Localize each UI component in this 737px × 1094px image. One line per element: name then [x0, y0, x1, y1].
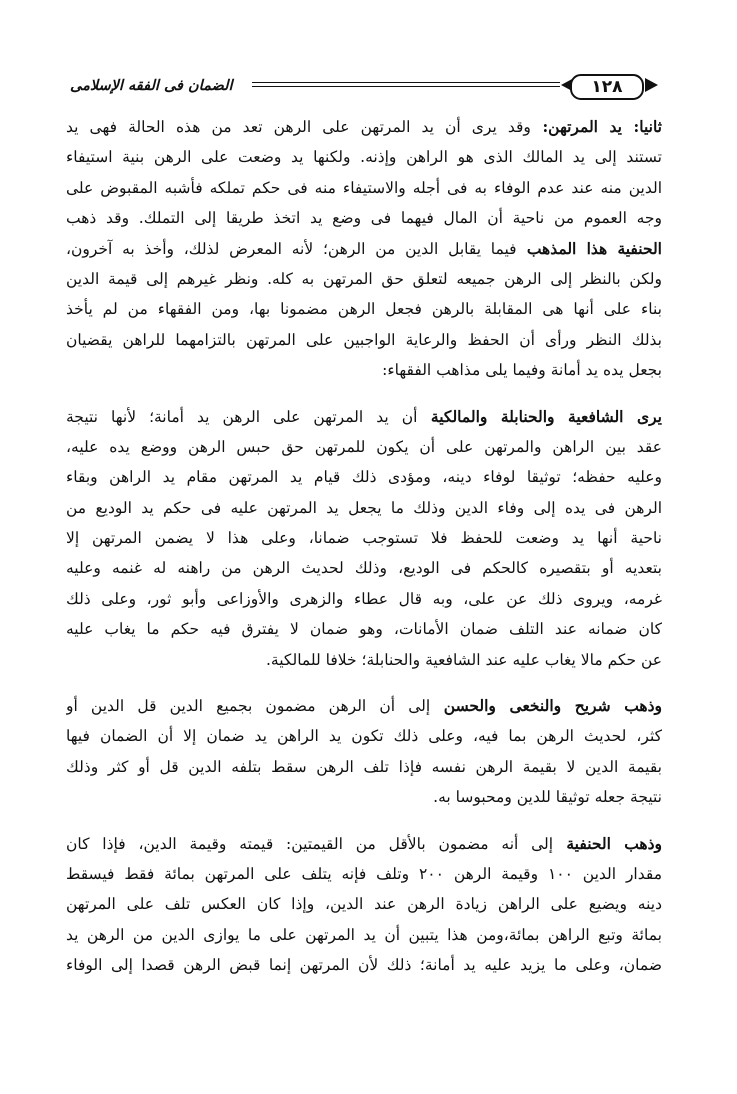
page-number: ١٢٨ [591, 77, 623, 97]
text-run: ناحية أنها يد وضعت للحفظ فلا تستوجب ضمانا، وعلى هذا لا يضمن المرتهن إلا [66, 529, 662, 548]
text-line [66, 859, 662, 889]
text-line [66, 234, 662, 264]
text-line [66, 553, 662, 583]
text-line [66, 721, 662, 751]
text-run: فيما يقابل الدين من الرهن؛ لأنه المعرض لذلك، وأخذ به آخرون، [66, 239, 517, 258]
text-run: بقيمة الدين لا بقيمة الرهن نفسه فإذا تلف الرهن سقط بتلفه الدين قل أو كثر وذلك [66, 757, 662, 776]
text-run: ولكن بالنظر إلى الرهن جميعه لتعلق حق المرتهن به كله. ونظر غيرهم إلى قيمة الدين [66, 269, 662, 288]
text-run: وقد يرى أن يد المرتهن على الرهن تعد من هذه الحالة فهى يد [66, 118, 531, 136]
bold-run: الحنفية هذا المذهب [516, 238, 662, 258]
text-run: الدين منه عند عدم الوفاء به فى أجله والاستيفاء منه فى حكم تملكه فأشبه المقبوض على [66, 178, 662, 197]
bold-run: ثانيا: يد المرتهن: [530, 117, 662, 136]
text-line [66, 493, 662, 523]
text-line [66, 920, 662, 950]
text-run: نتيجة جعله توثيقا للدين ومحبوسا به. [433, 788, 662, 807]
bold-run: وذهب الحنفية [553, 833, 662, 853]
page-number-badge [570, 74, 644, 100]
text-line [66, 645, 662, 675]
text-run: وجه العموم من ناحية أن المال فيهما فى وضع يد اتخذ طريقا إلى التملك. وقد ذهب [66, 209, 662, 228]
text-run: بناء على أنها هى المقابلة بالرهن فجعل الرهن مضمونا بها، ومن الفقهاء من لم يأخذ [66, 300, 662, 319]
text-line [66, 142, 662, 172]
paragraph [66, 829, 662, 981]
page-badge-right-arrow-icon [645, 78, 658, 92]
text-line [66, 614, 662, 644]
text-run: بمائة وتبع الراهن بمائة،ومن هذا يتبين أن يد المرتهن على ما يوازى الدين من الرهن يد [66, 925, 662, 944]
text-line [66, 782, 662, 812]
text-run: بجعل يده يد أمانة وفيما يلى مذاهب الفقهاء: [382, 361, 662, 380]
text-run: مقدار الدين ١٠٠ وقيمة الرهن ٢٠٠ وتلف فإنه يتلف على المرتهن بمائة فقط فيسقط [66, 864, 662, 883]
text-run: وعليه حفظه؛ توثيقا لوفاء دينه، ومؤدى ذلك قيام يد المرتهن مقام يد الراهن وبقاء [66, 468, 662, 487]
text-line [66, 752, 662, 782]
bold-run: وذهب شريح والنخعى والحسن [430, 696, 662, 716]
header-double-rule [252, 82, 560, 87]
text-line [66, 462, 662, 492]
text-line [66, 889, 662, 919]
text-line [66, 355, 662, 385]
text-run: دينه ويضيع على الراهن زيادة الرهن عند الدين، وإذا كان العكس تلف على المرتهن [66, 895, 662, 914]
text-run: عقد بين الراهن والمرتهن على أن يكون للمرتهن حق حبس الرهن ووضع يده عليه، [66, 437, 662, 456]
text-run: إلى أن الرهن مضمون بجميع الدين قل الدين أو [66, 697, 431, 716]
paragraph [66, 402, 662, 676]
text-run: بتعديه أو بتقصيره كالحكم فى الوديع، وذلك لحديث الرهن من راهنه له غنمه وعليه [66, 559, 662, 578]
text-line [66, 203, 662, 233]
text-run: عن حكم مالا يغاب عليه عند الشافعية والحنابلة؛ خلافا للمالكية. [266, 650, 662, 669]
text-run: كثر، لحديث الرهن بما فيه، وعلى ذلك تكون يد الراهن يد ضمان إلا أن الضمان فيها [66, 727, 662, 746]
text-line [66, 294, 662, 324]
text-line [66, 523, 662, 553]
text-line [66, 173, 662, 203]
text-run: الرهن فى يده إلى وفاء الدين وذلك ما يجعل يد المرتهن عليه فى حكم يد الوديع من [66, 498, 662, 517]
text-line [66, 325, 662, 355]
text-run: أن يد المرتهن على الرهن يد أمانة؛ لأنها نتيجة [66, 407, 418, 426]
text-line [66, 691, 662, 721]
text-run: غرمه، ويروى ذلك عن على، وبه قال عطاء والزهرى والأوزاعى وأبو ثور، وعلى ذلك [66, 589, 662, 608]
bold-run: يرى الشافعية والحنابلة والمالكية [417, 406, 662, 426]
body-text [66, 112, 662, 981]
running-header [70, 74, 658, 100]
text-line [66, 950, 662, 980]
paragraph [66, 691, 662, 813]
paragraph [66, 112, 662, 386]
text-line [66, 432, 662, 462]
text-run: كان ضمانه عند التلف ضمان الأمانات، وهو ضمان لا يفترق فيه حكم ما يغاب عليه [66, 620, 662, 639]
text-run: إلى أنه مضمون بالأقل من القيمتين: قيمته وقيمة الدين، فإذا كان [66, 834, 554, 853]
text-line [66, 112, 662, 142]
text-line [66, 264, 662, 294]
text-line [66, 584, 662, 614]
text-run: ضمان، وعلى ما يزيد عليه يد أمانة؛ ذلك لأن المرتهن إنما قبض الرهن قصدا إلى الوفاء [66, 956, 662, 975]
text-line [66, 829, 662, 859]
text-run: تستند إلى يد المالك الذى هو الراهن وإذنه. ولكنها يد وضعت على الرهن بنية استيفاء [66, 148, 662, 167]
running-title: الضمان فى الفقه الإسلامى [70, 77, 233, 94]
text-line [66, 402, 662, 432]
text-run: بذلك النظر ورأى أن الحفظ والرعاية الواجبين على المرتهن بالتزامهما للراهن يقضيان [66, 330, 662, 349]
